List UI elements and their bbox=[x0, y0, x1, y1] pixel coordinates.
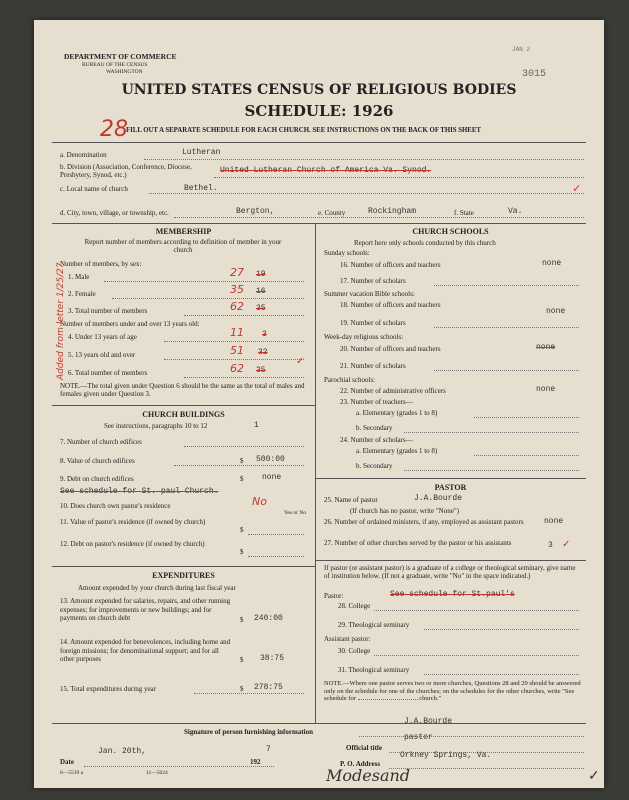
q6-label: 6. Total number of members bbox=[68, 369, 148, 377]
state-field[interactable]: Va. bbox=[508, 207, 523, 216]
weekday-schools: Week-day religious schools: bbox=[324, 333, 404, 341]
buildings-sub: See instructions, paragraphs 10 to 12 bbox=[104, 422, 208, 430]
q9-value[interactable]: none bbox=[262, 473, 282, 482]
denomination-field[interactable]: Lutheran bbox=[182, 148, 221, 157]
q25-hint: (If church has no pastor, write "None") bbox=[350, 507, 460, 515]
members-by-age: Number of members under and over 13 years old: bbox=[60, 320, 200, 328]
local-name-label: c. Local name of church bbox=[60, 185, 128, 193]
date-value[interactable]: Jan. 20th, bbox=[98, 747, 147, 756]
form-instruction: FILL OUT A SEPARATE SCHEDULE FOR EACH CHURCH. SEE INSTRUCTIONS ON THE BACK OF THIS SHEET bbox=[126, 127, 481, 134]
stamp-number: 3015 bbox=[522, 69, 547, 80]
year-prefix: 192 bbox=[250, 758, 261, 766]
q25-value[interactable]: J.A.Bourde bbox=[414, 494, 463, 503]
expenditures-sub: Amount expended by your church during last fiscal year bbox=[78, 584, 236, 592]
q30-label: 30. College bbox=[338, 647, 371, 655]
q10-label: 10. Does church own pastor's residence bbox=[60, 502, 171, 510]
q4-original: 3 bbox=[262, 330, 267, 339]
q9-label: 9. Debt on church edifices bbox=[60, 475, 134, 483]
assistant-pastor-label: Assistant pastor: bbox=[324, 635, 371, 643]
red-batch-number: 28 bbox=[100, 117, 128, 142]
q13-value[interactable]: 240:00 bbox=[254, 614, 283, 623]
q1-value[interactable]: 27 bbox=[230, 266, 244, 279]
summer-schools: Summer vacation Bible schools: bbox=[324, 290, 415, 298]
q15-label: 15. Total expenditures during year bbox=[60, 685, 156, 693]
q22-label: 22. Number of administrative officers bbox=[340, 387, 446, 395]
q16-label: 16. Number of officers and teachers bbox=[340, 261, 441, 269]
q27-value[interactable]: 3 bbox=[548, 541, 553, 550]
q14-label: 14. Amount expended for benevolences, including home and foreign missions; for denominational support; and for all other purposes bbox=[60, 638, 231, 663]
city-field[interactable]: Bergton, bbox=[236, 207, 275, 216]
po-address-value[interactable]: Orkney Springs, Va. bbox=[400, 751, 492, 760]
check-mark-icon: ✓ bbox=[588, 768, 600, 784]
q5-label: 5. 13 years old and over bbox=[68, 351, 136, 359]
q20-label: 20. Number of officers and teachers bbox=[340, 345, 441, 353]
q18-label: 18. Number of officers and teachers bbox=[340, 301, 441, 309]
city-name: WASHINGTON bbox=[106, 69, 143, 75]
q4-value[interactable]: 11 bbox=[230, 326, 244, 339]
q8-label: 8. Value of church edifices bbox=[60, 457, 135, 465]
pastor-college-value[interactable]: See schedule for St.paul's bbox=[390, 590, 515, 599]
q20-value[interactable]: none bbox=[536, 343, 556, 352]
q2-original: 16 bbox=[256, 287, 266, 296]
handwritten-annotation: Modesand bbox=[326, 766, 411, 785]
schedule-year: SCHEDULE: 1926 bbox=[244, 102, 394, 120]
q23b-label: b. Secondary bbox=[356, 424, 393, 432]
pastor-heading: PASTOR bbox=[434, 483, 467, 492]
buildings-heading: CHURCH BUILDINGS bbox=[142, 410, 225, 419]
schools-heading: CHURCH SCHOOLS bbox=[412, 227, 489, 236]
department-name: DEPARTMENT OF COMMERCE bbox=[64, 52, 177, 61]
q5-original: 32 bbox=[258, 348, 268, 357]
county-field[interactable]: Rockingham bbox=[368, 207, 417, 216]
q4-label: 4. Under 13 years of age bbox=[68, 333, 137, 341]
q8-value[interactable]: 500:00 bbox=[256, 455, 285, 464]
q24a-label: a. Elementary (grades 1 to 8) bbox=[356, 447, 438, 455]
q6-value[interactable]: 62 bbox=[230, 362, 244, 375]
q3-original: 35 bbox=[256, 304, 266, 313]
pastor-college-label: Pastor: bbox=[324, 592, 344, 600]
division-field[interactable]: United Lutheran Church of America Va. Synod. bbox=[220, 166, 432, 175]
signature-name[interactable]: J.A.Bourde bbox=[404, 717, 453, 726]
q21-label: 21. Number of scholars bbox=[340, 362, 406, 370]
year-value[interactable]: 7 bbox=[266, 745, 271, 754]
official-title-label: Official title bbox=[346, 744, 382, 752]
q3-label: 3. Total number of members bbox=[68, 307, 148, 315]
q24-label: 24. Number of scholars— bbox=[340, 436, 413, 444]
q2-label: 2. Female bbox=[68, 290, 96, 298]
q10-value[interactable]: No bbox=[252, 495, 267, 508]
q6-original: 35 bbox=[256, 366, 266, 375]
q7-value[interactable]: 1 bbox=[254, 421, 259, 430]
q12-label: 12. Debt on pastor's residence (if owned by church) bbox=[60, 540, 205, 548]
state-label: f. State bbox=[454, 209, 474, 217]
q3-value[interactable]: 62 bbox=[230, 300, 244, 313]
sunday-schools: Sunday schools: bbox=[324, 249, 370, 257]
pastor-note: NOTE.—Where one pastor serves two or more churches, Questions 28 and 29 should be answered only on the schedule for one of the churches; on the schedules for the other churches, write "See schedule for church." bbox=[324, 680, 581, 702]
q23a-label: a. Elementary (grades 1 to 8) bbox=[356, 409, 438, 417]
q22-value[interactable]: none bbox=[536, 385, 556, 394]
q16-value[interactable]: none bbox=[542, 259, 562, 268]
q28-label: 28. College bbox=[338, 602, 371, 610]
q31-label: 31. Theological seminary bbox=[338, 666, 410, 674]
q13-label: 13. Amount expended for salaries, repairs, and other running expenses; for improvements or new buildings; and for payments on church debt bbox=[60, 597, 231, 622]
po-address-label: P. O. Address bbox=[340, 760, 381, 768]
red-check-icon: ✓ bbox=[296, 356, 305, 367]
q18-value[interactable]: none bbox=[546, 307, 566, 316]
margin-note: Added from letter 1/25/27 bbox=[56, 262, 66, 380]
local-name-field[interactable]: Bethel. bbox=[184, 184, 218, 193]
county-label: e. County bbox=[318, 209, 346, 217]
q24b-label: b. Secondary bbox=[356, 462, 393, 470]
q10-hint: Yes or No bbox=[284, 510, 307, 516]
q2-value[interactable]: 35 bbox=[230, 283, 244, 296]
red-check-icon: ✓ bbox=[572, 182, 582, 195]
official-title-value[interactable]: pastor bbox=[404, 733, 433, 742]
q7-label: 7. Number of church edifices bbox=[60, 438, 142, 446]
q17-label: 17. Number of scholars bbox=[340, 277, 406, 285]
q1-label: 1. Male bbox=[68, 273, 90, 281]
members-by-sex: Number of members, by sex: bbox=[60, 260, 142, 268]
q9-note: See schedule for St. paul Church. bbox=[60, 487, 219, 496]
denomination-label: a. Denomination bbox=[60, 151, 107, 159]
received-stamp-date: JAN 2 bbox=[512, 46, 531, 53]
q26-label: 26. Number of ordained ministers, if any, employed as assistant pastors bbox=[324, 518, 524, 526]
parochial-schools: Parochial schools: bbox=[324, 376, 376, 384]
census-schedule-sheet: DEPARTMENT OF COMMERCE BUREAU OF THE CENSUS WASHINGTON JAN 2 3015 UNITED STATES CENSUS OF RELIGIOUS BODIES SCHEDULE: 1926 28 FILL OUT A SEPARATE SCHEDULE FOR EACH CHURCH. SEE INSTRUCTIONS ON THE BACK OF THIS SHEET a. Denomination Lutheran b. Division (Association, Conference, Diocese, Presbytery, Synod, etc.) United Lutheran Church of America Va. Synod. c. Local name of church Bethel. d. City, town, village, or township, etc. Bergton, e. County Rockingham f. State Va. MEMBERSHIP Report number of members according to definition of member in your church Number of members, by sex: 1. Male 27 19 2. Female 35 16 3. Total number of members 62 35 Number of members under and over 13 years old: 4. Under 13 years of age 11 3 5. 13 years old and over 51 32 6. Total number of members 62 35 NOTE.—The total given under Question 6 should be the same as the total of males and females given under Question 3. CHURCH BUILDINGS See instructions, paragraphs 10 to 12 1 7. Number of church edifices 8. Value of church edifices $ 500:00 9. Debt on church edifices $ none See schedule for St. paul Church. 10. Does church own pastor's residence No Yes or No 11. Value of pastor's residence (if owned by church) $ 12. Debt on pastor's residence (if owned by church) $ EXPENDITURES Amount expended by your church during last fiscal year 13. Amount expended for salaries, repairs, and other running expenses; for improvements or new buildings; and for payments on church debt $ 240:00 14. Amount expended for benevolences, including home and foreign missions; for denominational support; and for all other purposes $ 38:75 15. Total expenditures during year $ 278:75 CHURCH SCHOOLS Report here only schools conducted by this church Sunday schools: 16. Number of officers and teachers none 17. Number of scholars Summer vacation Bible schools: 18. Number of officers and teachers none 19. Number of scholars Week-day religious schools: 20. Number of officers and teachers none 21. Number of scholars Parochial schools: 22. Number of administrative officers none 23. Number of teachers— a. Elementary (grades 1 to 8) b. Secondary 24. Number of scholars— a. Elementary (grades 1 to 8) b. Secondary PASTOR 25. Name of pastor J.A.Bourde (If church has no pastor, write "None") 26. Number of ordained ministers, if any, employed as assistant pastors none 27. Number of other churches served by the pastor or his assistants 3 If pastor (or assistant pastor) is a graduate of a college or theological seminary, give name of institution below. (If not a graduate, write "No" in the space indicated.) Pastor: See schedule for St.paul's 28. College 29. Theological seminary Assistant pastor: 30. College 31. Theological seminary NOTE.—Where one pastor serves two or more churches, Questions 28 and 29 should be answered only on the schedule for one of the churches; on the schedules for the other churches, write "See schedule for church." J.A.Bourde Signature of person furnishing information pastor Official title Jan. 20th, 7 Date 192 Orkney Springs, Va. P. O. Address 6—5519 a 11—5024 Modesand ✓ Added from letter 1/25/27 ✓ ✓ ✓ bbox=[34, 20, 604, 788]
q29-label: 29. Theological seminary bbox=[338, 621, 410, 629]
schools-sub: Report here only schools conducted by this church bbox=[354, 239, 496, 247]
date-label: Date bbox=[60, 758, 74, 766]
q26-value[interactable]: none bbox=[544, 517, 564, 526]
form-number: 6—5519 a bbox=[60, 770, 84, 776]
bureau-name: BUREAU OF THE CENSUS bbox=[82, 62, 148, 68]
red-check-icon: ✓ bbox=[562, 539, 571, 550]
division-label: b. Division (Association, Conference, Diocese, Presbytery, Synod, etc.) bbox=[60, 163, 192, 179]
q1-original: 19 bbox=[256, 270, 266, 279]
q5-value[interactable]: 51 bbox=[230, 344, 244, 357]
q23-label: 23. Number of teachers— bbox=[340, 398, 413, 406]
q14-value[interactable]: 38:75 bbox=[260, 654, 285, 663]
q11-label: 11. Value of pastor's residence (if owned by church) bbox=[60, 518, 206, 526]
q15-value[interactable]: 278:75 bbox=[254, 683, 283, 692]
college-note: If pastor (or assistant pastor) is a graduate of a college or theological seminary, give name of institution below. (If not a graduate, write "No" in the space indicated.) bbox=[324, 564, 576, 580]
membership-intro: Report number of members according to definition of member in your church bbox=[84, 238, 282, 254]
membership-heading: MEMBERSHIP bbox=[155, 227, 212, 236]
membership-note: NOTE.—The total given under Question 6 should be the same as the total of males and females given under Question 3. bbox=[60, 382, 305, 398]
q25-label: 25. Name of pastor bbox=[324, 496, 378, 504]
q27-label: 27. Number of other churches served by the pastor or his assistants bbox=[324, 539, 512, 547]
print-number: 11—5024 bbox=[146, 770, 168, 776]
q19-label: 19. Number of scholars bbox=[340, 319, 406, 327]
signature-label: Signature of person furnishing information bbox=[184, 728, 313, 736]
form-title: UNITED STATES CENSUS OF RELIGIOUS BODIES bbox=[121, 82, 517, 98]
city-label: d. City, town, village, or township, etc. bbox=[60, 209, 169, 217]
expenditures-heading: EXPENDITURES bbox=[152, 571, 215, 580]
